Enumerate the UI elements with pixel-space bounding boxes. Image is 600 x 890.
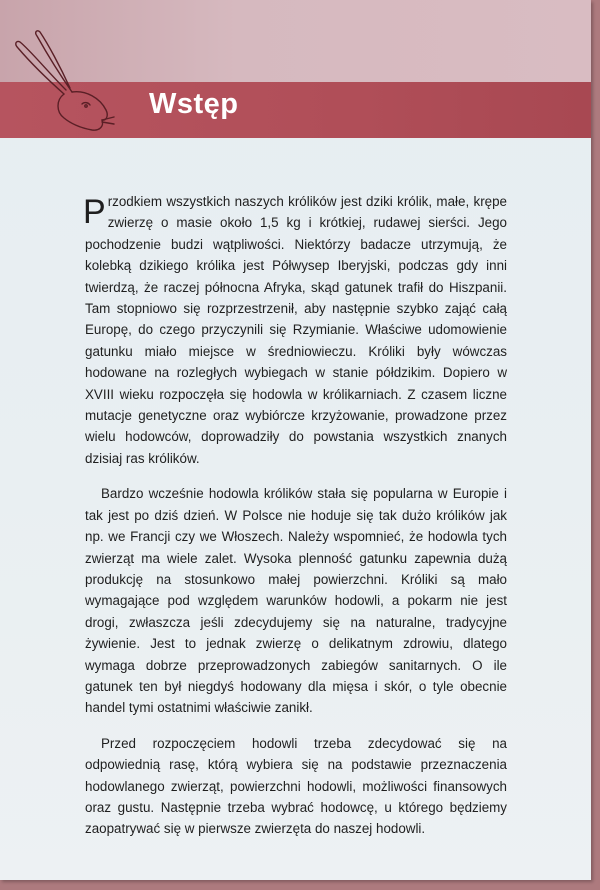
body-text	[85, 191, 507, 854]
paragraph-intro-text: rzodkiem wszystkich naszych królików jest dziki królik, małe, krępe zwierzę o masie około 1,5 kg i krótkiej, rudawej sierści. Jego pochodzenie budzi wątpliwości. Niektórzy badacze utrzymują, że kolebką dzikiego królika jest Półwysep Iberyjski, podczas gdy inni twierdzą, że raczej północna Afryka, skąd gatunek trafił do Hiszpanii. Tam stopniowo się rozprzestrzenił, aby następnie szybko zająć całą Europę, do czego przyczynili się Rzymianie. Właściwe udomowienie gatunku miało miejsce w średniowieczu. Króliki były wówczas hodowane na rozległych wybiegach w stanie półdzikim. Dopiero w XVIII wieku rozpoczęła się hodowla w królikarniach. Z czasem liczne mutacje genetyczne oraz wybiórcze krzyżowanie, prowadzone przez wielu hodowców, doprowadziły do powstania wszystkich znanych dzisiaj ras królików.	[85, 194, 507, 466]
rabbit-outline-icon	[8, 20, 118, 138]
paragraph: Przed rozpoczęciem hodowli trzeba zdecydować się na odpowiednią rasę, którą wybiera się na podstawie przeznaczenia hodowlanego zwierząt, powierzchni hodowli, możliwości finansowych oraz gustu. Następnie trzeba wybrać hodowcę, u którego będziemy zaopatrywać się w pierwsze zwierzęta do naszej hodowli.	[85, 735, 507, 837]
paragraph-intro	[85, 191, 507, 469]
paragraph: Bardzo wcześnie hodowla królików stała się popularna w Europie i tak jest po dziś dzień. W Polsce nie hoduje się tak dużo królików jak np. we Francji czy we Włoszech. Należy wspomnieć, że hodowla tych zwierząt ma wiele zalet. Wysoka plenność gatunku zapewnia dużą produkcję na stosunkowo małej powierzchni. Króliki są mało wymagające pod względem warunków hodowli, a pokarm nie jest drogi, zwłaszcza jeśli zdecydujemy się na naturalne, tradycyjne żywienie. Jest to jednak zwierzę o delikatnym zdrowiu, dlatego wymaga dobrze przeprowadzonych zabiegów sanitarnych. O ile gatunek ten był niegdyś hodowany dla mięsa i skór, o tyle obecnie handel tymi ostatnimi właściwie zanikł.	[85, 486, 507, 716]
page-title: Wstęp	[149, 88, 239, 120]
drop-cap: P	[83, 193, 106, 231]
